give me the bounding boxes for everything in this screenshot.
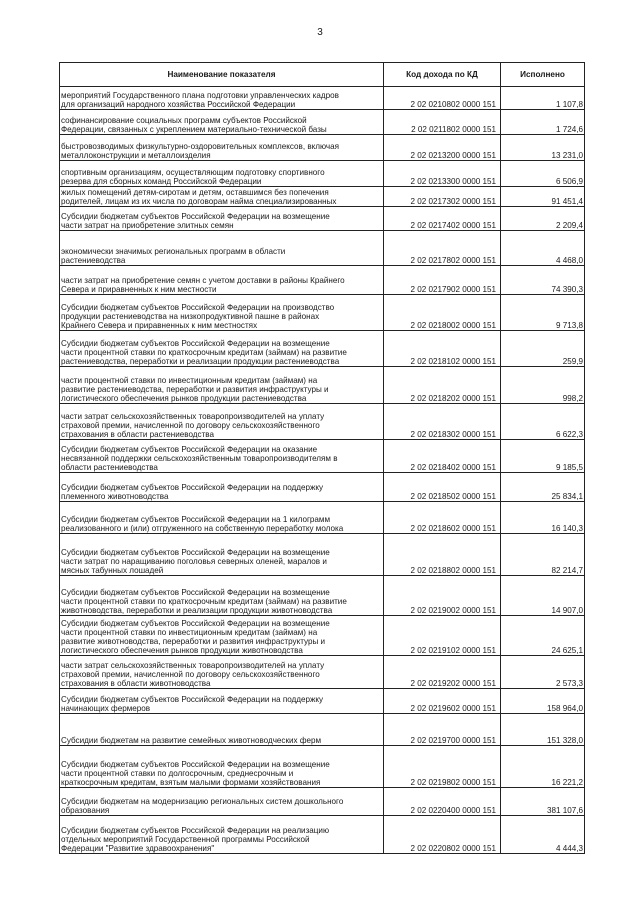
- row-value: 91 451,4: [501, 187, 585, 207]
- row-name-line: Субсидии бюджетам субъектов Российской Федерации на производство: [61, 302, 335, 312]
- row-code: 2 02 0213300 0000 151: [384, 161, 501, 187]
- row-code: 2 02 0218202 0000 151: [384, 367, 501, 404]
- row-name-line: несвязанной поддержки сельскохозяйственным товаропроизводителям в: [61, 453, 338, 463]
- table-row: [60, 367, 585, 404]
- row-value: 2 573,3: [501, 656, 585, 689]
- row-name: [60, 367, 384, 404]
- row-value: 2 209,4: [501, 207, 585, 231]
- revenue-table: [59, 62, 585, 854]
- table-row: [60, 110, 585, 135]
- row-name-line: краткосрочным кредитам, взятым малыми формами хозяйствования: [61, 777, 321, 787]
- row-name-line: части затрат на приобретение элитных семян: [61, 220, 234, 230]
- row-value: 24 625,1: [501, 616, 585, 656]
- row-name-line: резерва для сборных команд Российской Федерации: [61, 176, 262, 186]
- row-name-line: Субсидии бюджетам субъектов Российской Федерации на возмещение: [61, 338, 330, 348]
- row-name-line: логистического обеспечения рынков продукции животноводства: [61, 645, 303, 655]
- row-code: 2 02 0217302 0000 151: [384, 187, 501, 207]
- row-code: 2 02 0211802 0000 151: [384, 110, 501, 135]
- row-value: 13 231,0: [501, 135, 585, 161]
- table-row: [60, 656, 585, 689]
- row-code: 2 02 0220400 0000 151: [384, 788, 501, 816]
- row-code: 2 02 0210802 0000 151: [384, 87, 501, 110]
- row-name-line: Субсидии бюджетам субъектов Российской Федерации на возмещение: [61, 547, 330, 557]
- row-name-line: Субсидии бюджетам субъектов Российской Федерации на оказание: [61, 444, 318, 454]
- row-code: 2 02 0219700 0000 151: [384, 714, 501, 746]
- table-row: [60, 295, 585, 331]
- row-name-line: области растениеводства: [61, 462, 158, 472]
- row-name-line: племенного животноводства: [61, 491, 169, 501]
- table-row: [60, 473, 585, 502]
- row-name: [60, 440, 384, 473]
- row-name-line: части процентной ставки по долгосрочным, среднесрочным и: [61, 768, 294, 778]
- row-code: 2 02 0218302 0000 151: [384, 404, 501, 440]
- row-name-line: спортивным организациям, осуществляющим подготовку спортивного: [61, 167, 325, 177]
- table-header: [60, 63, 585, 87]
- row-value: 381 107,6: [501, 788, 585, 816]
- row-name: [60, 714, 384, 746]
- row-value: 74 390,3: [501, 266, 585, 295]
- row-name: [60, 534, 384, 576]
- row-name-line: продукции растениеводства на низкопродуктивной пашне в районах: [61, 311, 320, 321]
- row-name-line: части процентной ставки по инвестиционным кредитам (займам) на: [61, 627, 318, 637]
- row-name-line: Субсидии бюджетам субъектов Российской Федерации на 1 килограмм: [61, 514, 331, 524]
- row-code: 2 02 0217402 0000 151: [384, 207, 501, 231]
- row-value: 14 907,0: [501, 576, 585, 616]
- row-name-line: начинающих фермеров: [61, 703, 151, 713]
- row-code: 2 02 0218602 0000 151: [384, 502, 501, 534]
- row-name: [60, 295, 384, 331]
- row-name-line: софинансирование социальных программ субъектов Российской: [61, 115, 307, 125]
- row-code: 2 02 0213200 0000 151: [384, 135, 501, 161]
- row-code: 2 02 0219102 0000 151: [384, 616, 501, 656]
- row-name-line: Субсидии бюджетам субъектов Российской Федерации на возмещение: [61, 759, 330, 769]
- row-name: [60, 135, 384, 161]
- row-value: 9 185,5: [501, 440, 585, 473]
- row-name-line: Субсидии бюджетам на модернизацию региональных систем дошкольного: [61, 796, 344, 806]
- row-code: 2 02 0219202 0000 151: [384, 656, 501, 689]
- table-row: [60, 746, 585, 788]
- table-row: [60, 616, 585, 656]
- row-name-line: страховой премии, начисленной по договору сельскохозяйственного: [61, 669, 320, 679]
- table-row: [60, 231, 585, 266]
- row-name: [60, 266, 384, 295]
- row-name: [60, 231, 384, 266]
- row-value: 4 468,0: [501, 231, 585, 266]
- row-value: 259,9: [501, 331, 585, 367]
- row-name-line: родителей, лицам из их числа по договорам найма специализированных: [61, 196, 337, 206]
- row-name: [60, 87, 384, 110]
- row-name-line: части процентной ставки по краткосрочным кредитам (займам) на развитие: [61, 347, 347, 357]
- row-name-line: развитие животноводства, переработки и развития инфраструктуры и: [61, 636, 326, 646]
- table-row: [60, 440, 585, 473]
- row-name-line: Федерации, связанных с укреплением материально-технической базы: [61, 124, 327, 134]
- row-name-line: Субсидии бюджетам субъектов Российской Федерации на поддержку: [61, 694, 324, 704]
- row-name-line: быстровозводимых физкультурно-оздоровительных комплексов, включая: [61, 141, 339, 151]
- table-row: [60, 534, 585, 576]
- row-name-line: части затрат на приобретение семян с учетом доставки в районы Крайнего: [61, 275, 345, 285]
- row-name: [60, 656, 384, 689]
- row-name-line: части затрат по наращиванию поголовья северных оленей, маралов и: [61, 556, 327, 566]
- header-done: Исполнено: [501, 63, 585, 87]
- row-name: [60, 473, 384, 502]
- row-name: [60, 616, 384, 656]
- row-name-line: части процентной ставки по краткосрочным кредитам (займам) на развитие: [61, 596, 347, 606]
- row-name-line: образования: [61, 805, 110, 815]
- row-name: [60, 110, 384, 135]
- row-name: [60, 161, 384, 187]
- row-value: 82 214,7: [501, 534, 585, 576]
- row-name-line: страховой премии, начисленной по договору сельскохозяйственного: [61, 420, 320, 430]
- row-value: 158 964,0: [501, 689, 585, 714]
- page-number: 3: [317, 27, 323, 38]
- row-name: [60, 404, 384, 440]
- row-value: 151 328,0: [501, 714, 585, 746]
- row-name-line: Крайнего Севера и приравненных к ним местностях: [61, 320, 258, 330]
- row-name-line: Субсидии бюджетам субъектов Российской Федерации на реализацию: [61, 825, 330, 835]
- row-name-line: Субсидии бюджетам субъектов Российской Федерации на возмещение: [61, 587, 330, 597]
- row-code: 2 02 0218802 0000 151: [384, 534, 501, 576]
- row-value: 16 221,2: [501, 746, 585, 788]
- table-row: [60, 161, 585, 187]
- row-name: [60, 746, 384, 788]
- row-name-line: части затрат сельскохозяйственных товаропроизводителей на уплату: [61, 411, 325, 421]
- table-row: [60, 788, 585, 816]
- row-name-line: экономически значимых региональных программ в области: [61, 246, 286, 256]
- row-value: 4 444,3: [501, 816, 585, 854]
- table-row: [60, 816, 585, 854]
- row-value: 16 140,3: [501, 502, 585, 534]
- row-code: 2 02 0220802 0000 151: [384, 816, 501, 854]
- row-value: 6 622,3: [501, 404, 585, 440]
- row-value: 1 724,6: [501, 110, 585, 135]
- row-code: 2 02 0219002 0000 151: [384, 576, 501, 616]
- row-name-line: отдельных мероприятий Государственной программы Российской: [61, 834, 310, 844]
- row-name-line: растениеводства, переработки и реализации продукции растениеводства: [61, 356, 340, 366]
- row-name-line: Субсидии бюджетам субъектов Российской Федерации на поддержку: [61, 482, 324, 492]
- row-name-line: страхования в области животноводства: [61, 678, 211, 688]
- row-name-line: логистического обеспечения рынков продукции растениеводства: [61, 393, 307, 403]
- header-code: Код дохода по КД: [384, 63, 501, 87]
- table-row: [60, 502, 585, 534]
- row-name: [60, 207, 384, 231]
- row-name: [60, 689, 384, 714]
- row-name-line: мероприятий Государственного плана подготовки управленческих кадров: [61, 90, 339, 100]
- row-name-line: металлоконструкции и металлоизделия: [61, 150, 211, 160]
- row-name: [60, 816, 384, 854]
- header-name: Наименование показателя: [60, 63, 384, 87]
- table-row: [60, 404, 585, 440]
- table-row: [60, 576, 585, 616]
- row-code: 2 02 0218002 0000 151: [384, 295, 501, 331]
- row-code: 2 02 0219802 0000 151: [384, 746, 501, 788]
- row-name-line: реализованного и (или) отгруженного на собственную переработку молока: [61, 523, 344, 533]
- row-code: 2 02 0219602 0000 151: [384, 689, 501, 714]
- row-code: 2 02 0217902 0000 151: [384, 266, 501, 295]
- row-name-line: для организаций народного хозяйства Российской Федерации: [61, 99, 296, 109]
- row-name-line: Севера и приравненных к ним местности: [61, 284, 217, 294]
- table-row: [60, 714, 585, 746]
- row-name-line: Субсидии бюджетам субъектов Российской Федерации на возмещение: [61, 211, 330, 221]
- table-row: [60, 135, 585, 161]
- row-name-line: Субсидии бюджетам на развитие семейных животноводческих ферм: [61, 735, 322, 745]
- table-row: [60, 331, 585, 367]
- row-code: 2 02 0218402 0000 151: [384, 440, 501, 473]
- row-name: [60, 788, 384, 816]
- row-code: 2 02 0218102 0000 151: [384, 331, 501, 367]
- row-name: [60, 576, 384, 616]
- table-row: [60, 207, 585, 231]
- row-name: [60, 187, 384, 207]
- row-value: 25 834,1: [501, 473, 585, 502]
- row-name-line: жилых помещений детям-сиротам и детям, оставшимся без попечения: [61, 187, 329, 197]
- row-name-line: развитие растениеводства, переработки и развития инфраструктуры и: [61, 384, 329, 394]
- row-name-line: части затрат сельскохозяйственных товаропроизводителей на уплату: [61, 660, 325, 670]
- row-name: [60, 502, 384, 534]
- row-name-line: части процентной ставки по инвестиционным кредитам (займам) на: [61, 375, 318, 385]
- row-name-line: Субсидии бюджетам субъектов Российской Федерации на возмещение: [61, 618, 330, 628]
- row-name: [60, 331, 384, 367]
- row-name-line: мясных табунных лошадей: [61, 565, 164, 575]
- table-row: [60, 87, 585, 110]
- table-row: [60, 187, 585, 207]
- header-row: [60, 63, 585, 87]
- row-value: 998,2: [501, 367, 585, 404]
- row-value: 9 713,8: [501, 295, 585, 331]
- row-value: 1 107,8: [501, 87, 585, 110]
- row-code: 2 02 0218502 0000 151: [384, 473, 501, 502]
- table-row: [60, 689, 585, 714]
- row-name-line: животноводства, переработки и реализации продукции животноводства: [61, 605, 333, 615]
- table-row: [60, 266, 585, 295]
- row-name-line: Федерации "Развитие здравоохранения": [61, 843, 215, 853]
- row-name-line: растениеводства: [61, 255, 126, 265]
- row-code: 2 02 0217802 0000 151: [384, 231, 501, 266]
- row-name-line: страхования в области растениеводства: [61, 429, 214, 439]
- row-value: 6 506,9: [501, 161, 585, 187]
- table-body: [60, 87, 585, 854]
